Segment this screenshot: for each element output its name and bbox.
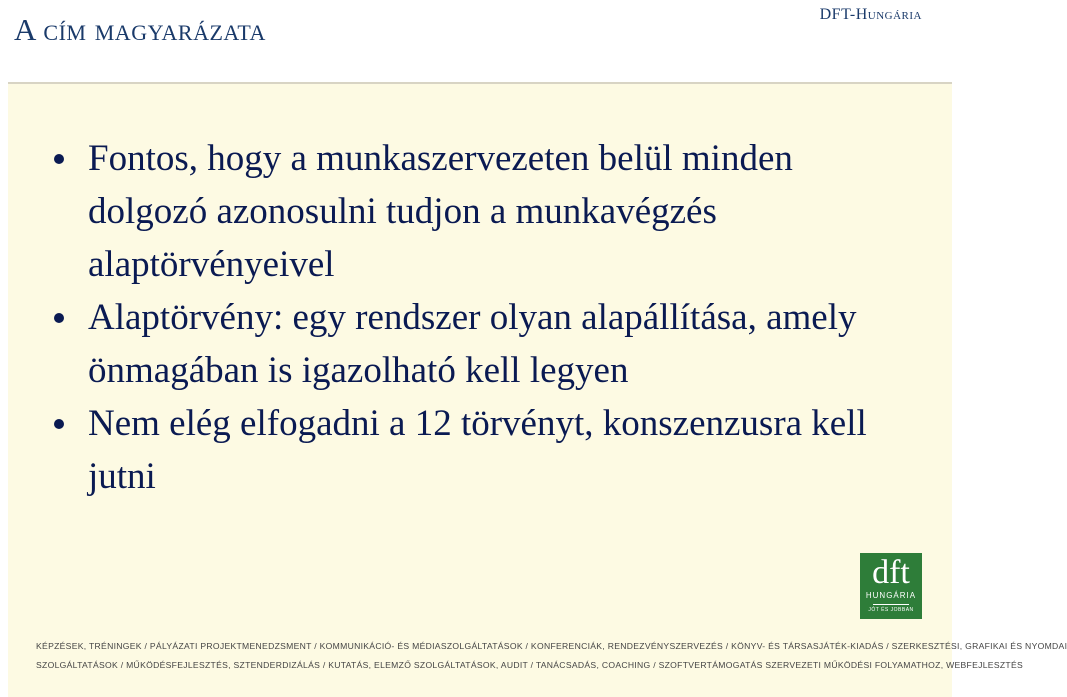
bullet-text: Nem elég elfogadni a 12 törvényt, konszenzusra kell jutni: [88, 403, 867, 497]
bullet-text: Alaptörvény: egy rendszer olyan alapállítása, amely önmagában is igazolható kell legyen: [88, 297, 857, 391]
bullet-item: [52, 397, 912, 503]
bullet-dot-icon: [54, 154, 64, 164]
logo-sub: HUNGÁRIA: [865, 591, 917, 600]
bullet-dot-icon: [54, 313, 64, 323]
slide-title: A cím magyarázata: [14, 12, 266, 47]
bullet-item: [52, 291, 912, 397]
footer-services-line-2: SZOLGÁLTATÁSOK / MŰKÖDÉSFEJLESZTÉS, SZTENDERDIZÁLÁS / KUTATÁS, ELEMZŐ SZOLGÁLTATÁSOK, AUDIT / TANÁCSADÁS, COACHING / SZOFTVERTÁMOGATÁS SZERVEZETI MŰKÖDÉSI FOLYAMATHOZ, WEBFEJLESZTÉS: [36, 660, 1024, 670]
brand-name: DFT-Hungária: [819, 6, 922, 23]
footer-services-line-1: KÉPZÉSEK, TRÉNINGEK / PÁLYÁZATI PROJEKTMENEDZSMENT / KOMMUNIKÁCIÓ- ÉS MÉDIASZOLGÁLTATÁSOK / KONFERENCIÁK, RENDEZVÉNYSZERVEZÉS / KÖNYV- ÉS TÁRSASJÁTÉK-KIADÁS / SZERKESZTÉSI, GRAFIKAI ÉS NYOMDAI: [36, 641, 1067, 651]
bullet-item: [52, 132, 912, 291]
bullet-dot-icon: [54, 419, 64, 429]
dft-logo: [860, 553, 922, 619]
bullet-text: Fontos, hogy a munkaszervezeten belül minden dolgozó azonosulni tudjon a munkavégzés alaptörvényeivel: [88, 138, 793, 285]
bullet-list: [52, 132, 912, 503]
logo-tagline: JÓT ÉS JOBBAN: [868, 607, 914, 613]
slide-header: [0, 0, 960, 82]
logo-main: dft: [872, 554, 910, 591]
logo-divider: [873, 604, 909, 605]
